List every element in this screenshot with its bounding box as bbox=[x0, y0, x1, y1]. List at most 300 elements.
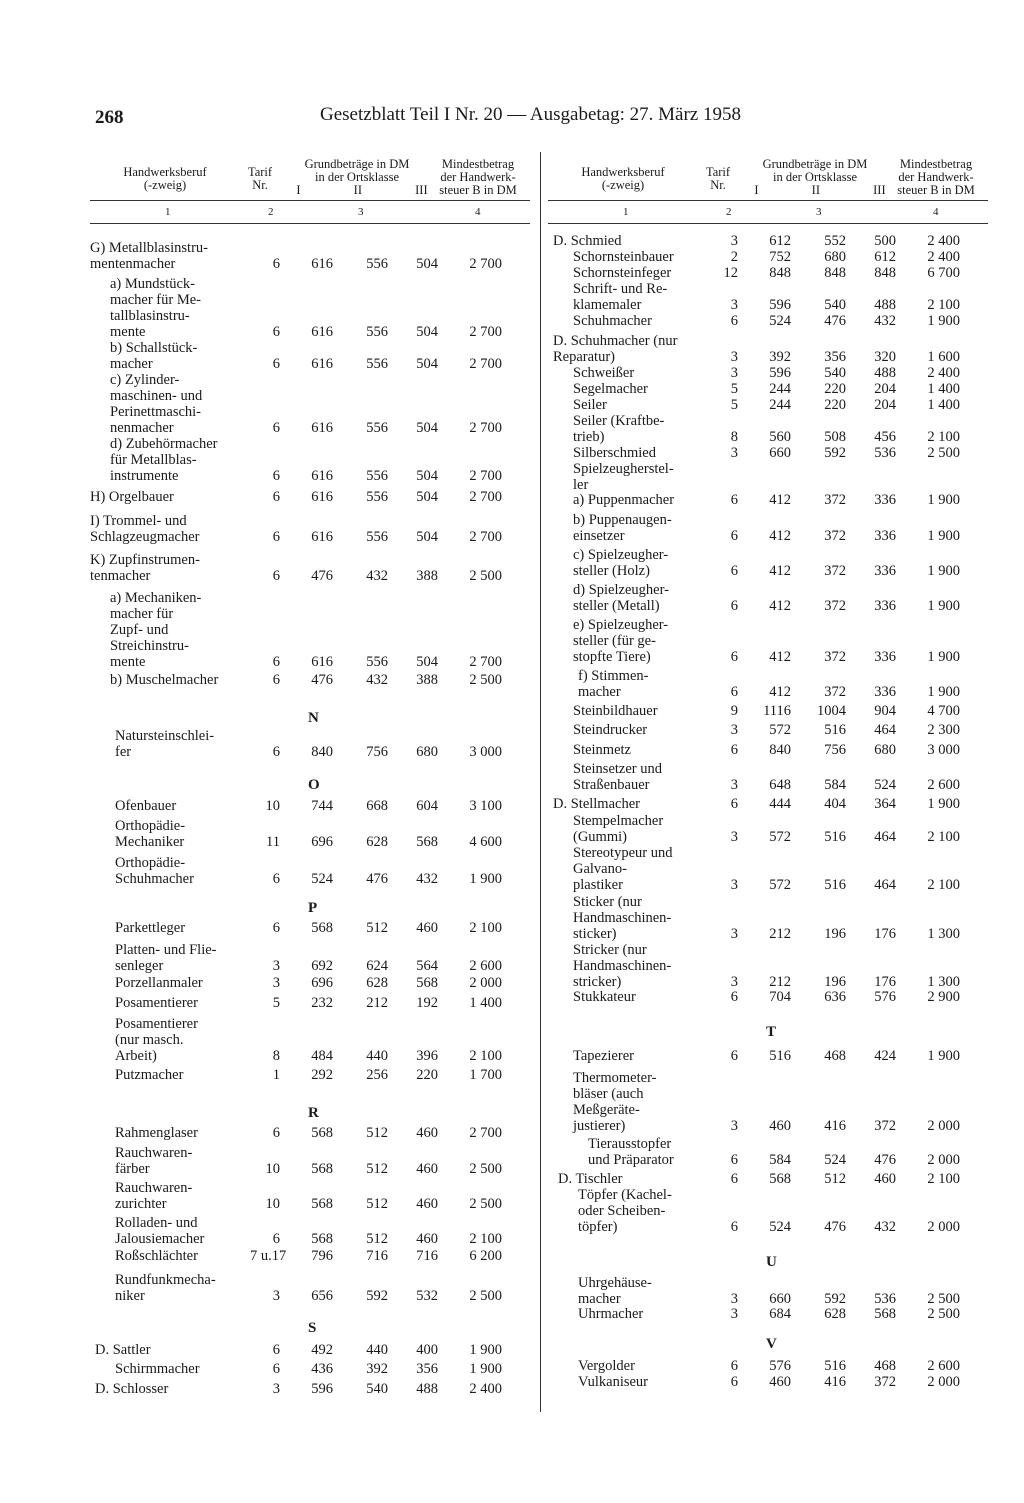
beruf-name: Parkettleger bbox=[115, 920, 186, 936]
betrag-iii: 576 bbox=[874, 989, 896, 1005]
tarif-nr: 6 bbox=[272, 654, 280, 670]
tarif-nr: 6 bbox=[730, 684, 738, 700]
betrag-i: 660 bbox=[769, 1291, 791, 1307]
betrag-iii: 336 bbox=[874, 649, 896, 665]
mindestbetrag: 1 900 bbox=[927, 563, 960, 579]
tarif-nr: 3 bbox=[730, 877, 738, 893]
betrag-i: 612 bbox=[769, 233, 791, 249]
mindestbetrag: 1 900 bbox=[927, 1048, 960, 1064]
mindestbetrag: 2 100 bbox=[469, 1048, 502, 1064]
beruf-name: Orthopädie- Mechaniker bbox=[115, 818, 186, 850]
table-row bbox=[90, 942, 530, 974]
betrag-i: 392 bbox=[769, 349, 791, 365]
beruf-name: Natursteinschlei- fer bbox=[115, 728, 215, 760]
mindestbetrag: 1 900 bbox=[927, 492, 960, 508]
betrag-iii: 460 bbox=[416, 1161, 438, 1177]
table-row bbox=[90, 1016, 530, 1064]
beruf-name: D. Schmied bbox=[553, 233, 622, 249]
beruf-name: f) Stimmen- macher bbox=[578, 668, 649, 700]
section-letter: T bbox=[766, 1024, 777, 1040]
mindestbetrag: 2 100 bbox=[927, 1171, 960, 1187]
table-row bbox=[90, 1125, 530, 1141]
betrag-iii: 488 bbox=[874, 297, 896, 313]
betrag-i: 616 bbox=[311, 489, 333, 505]
beruf-name: Rahmenglaser bbox=[115, 1125, 198, 1141]
beruf-name: Posamentierer (nur masch. Arbeit) bbox=[115, 1016, 198, 1064]
beruf-name: Schrift- und Re- klamemaler bbox=[573, 281, 668, 313]
mindestbetrag: 2 100 bbox=[469, 1231, 502, 1247]
beruf-name: c) Spielzeugher- steller (Holz) bbox=[573, 547, 669, 579]
betrag-iii: 460 bbox=[416, 1125, 438, 1141]
betrag-ii: 628 bbox=[366, 834, 388, 850]
section-letter: N bbox=[308, 710, 319, 726]
betrag-i: 244 bbox=[769, 381, 791, 397]
betrag-ii: 512 bbox=[366, 1196, 388, 1212]
betrag-ii: 220 bbox=[824, 397, 846, 413]
mindestbetrag: 2 000 bbox=[927, 1152, 960, 1168]
section-letter: P bbox=[308, 900, 318, 916]
column-number: 3 bbox=[816, 206, 822, 218]
table-row bbox=[548, 1358, 988, 1374]
betrag-i: 660 bbox=[769, 445, 791, 461]
table-row bbox=[90, 920, 530, 936]
tarif-nr: 6 bbox=[272, 489, 280, 505]
beruf-name: e) Spielzeugher- steller (für ge- stopfte Tiere) bbox=[573, 617, 669, 665]
tarif-nr: 6 bbox=[272, 1125, 280, 1141]
betrag-iii: 464 bbox=[874, 722, 896, 738]
beruf-name: Stereotypeur und Galvano- plastiker bbox=[573, 845, 673, 893]
table-row bbox=[90, 1361, 530, 1377]
betrag-ii: 440 bbox=[366, 1342, 388, 1358]
section-letter: U bbox=[766, 1254, 777, 1270]
mindestbetrag: 2 500 bbox=[469, 1161, 502, 1177]
betrag-iii: 504 bbox=[416, 529, 438, 545]
betrag-ii: 668 bbox=[366, 798, 388, 814]
beruf-name: H) Orgelbauer bbox=[90, 489, 174, 505]
table-row bbox=[548, 445, 988, 461]
betrag-iii: 500 bbox=[874, 233, 896, 249]
betrag-ii: 716 bbox=[366, 1248, 388, 1264]
beruf-name: a) Mundstück- macher für Me- tallblasinstru- mente bbox=[110, 276, 201, 340]
mindestbetrag: 1 900 bbox=[927, 528, 960, 544]
table-row bbox=[548, 845, 988, 893]
mindestbetrag: 2 500 bbox=[469, 568, 502, 584]
table-row bbox=[548, 1275, 988, 1307]
betrag-i: 412 bbox=[769, 649, 791, 665]
betrag-iii: 432 bbox=[874, 313, 896, 329]
betrag-ii: 556 bbox=[366, 420, 388, 436]
beruf-name: D. Sattler bbox=[95, 1342, 151, 1358]
table-row bbox=[548, 1187, 988, 1235]
table-row bbox=[548, 1048, 988, 1064]
betrag-iii: 536 bbox=[874, 1291, 896, 1307]
mindestbetrag: 1 400 bbox=[927, 397, 960, 413]
betrag-i: 232 bbox=[311, 995, 333, 1011]
table-row bbox=[548, 742, 988, 758]
mindestbetrag: 2 100 bbox=[927, 877, 960, 893]
mindestbetrag: 6 200 bbox=[469, 1248, 502, 1264]
betrag-iii: 388 bbox=[416, 672, 438, 688]
column-number: 4 bbox=[475, 206, 481, 218]
table-row bbox=[548, 617, 988, 665]
mindestbetrag: 1 600 bbox=[927, 349, 960, 365]
table-row bbox=[548, 668, 988, 700]
tarif-nr: 3 bbox=[730, 829, 738, 845]
tarif-nr: 6 bbox=[730, 598, 738, 614]
tarif-nr: 10 bbox=[265, 1161, 280, 1177]
beruf-name: I) Trommel- und Schlagzeugmacher bbox=[90, 513, 200, 545]
mindestbetrag: 1 900 bbox=[927, 649, 960, 665]
mindestbetrag: 2 500 bbox=[927, 445, 960, 461]
beruf-name: Steinmetz bbox=[573, 742, 631, 758]
betrag-ii: 220 bbox=[824, 381, 846, 397]
mindestbetrag: 2 500 bbox=[469, 1288, 502, 1304]
table-row bbox=[90, 436, 530, 484]
beruf-name: Seiler bbox=[573, 397, 607, 413]
tarif-nr: 6 bbox=[730, 1374, 738, 1390]
betrag-ii: 372 bbox=[824, 563, 846, 579]
table-row bbox=[548, 1306, 988, 1322]
mindestbetrag: 2 700 bbox=[469, 356, 502, 372]
betrag-ii: 512 bbox=[366, 1125, 388, 1141]
mindestbetrag: 2 700 bbox=[469, 468, 502, 484]
betrag-iii: 504 bbox=[416, 356, 438, 372]
betrag-ii: 628 bbox=[824, 1306, 846, 1322]
beruf-name: Tierausstopfer und Präparator bbox=[588, 1136, 674, 1168]
betrag-iii: 460 bbox=[874, 1171, 896, 1187]
header-grund: Grundbeträge in DM in der Ortsklasse bbox=[304, 157, 410, 184]
tarif-nr: 3 bbox=[272, 975, 280, 991]
betrag-iii: 904 bbox=[874, 703, 896, 719]
table-row bbox=[548, 265, 988, 281]
beruf-name: Stempelmacher (Gummi) bbox=[573, 813, 664, 845]
betrag-i: 1116 bbox=[763, 703, 791, 719]
betrag-ii: 556 bbox=[366, 256, 388, 272]
table-row bbox=[548, 281, 988, 313]
left-table bbox=[90, 152, 530, 1397]
beruf-name: D. Schlosser bbox=[95, 1381, 169, 1397]
betrag-ii: 524 bbox=[824, 1152, 846, 1168]
betrag-i: 840 bbox=[769, 742, 791, 758]
table-row bbox=[548, 1136, 988, 1168]
betrag-i: 412 bbox=[769, 492, 791, 508]
betrag-i: 524 bbox=[769, 1219, 791, 1235]
betrag-iii: 220 bbox=[416, 1067, 438, 1083]
betrag-iii: 848 bbox=[874, 265, 896, 281]
table-row bbox=[90, 489, 530, 505]
table-row bbox=[548, 989, 988, 1005]
betrag-ii: 372 bbox=[824, 492, 846, 508]
betrag-ii: 516 bbox=[824, 877, 846, 893]
betrag-iii: 372 bbox=[874, 1118, 896, 1134]
betrag-i: 568 bbox=[311, 1196, 333, 1212]
betrag-iii: 320 bbox=[874, 349, 896, 365]
betrag-ii: 512 bbox=[366, 920, 388, 936]
tarif-nr: 6 bbox=[730, 313, 738, 329]
mindestbetrag: 2 000 bbox=[927, 1118, 960, 1134]
tarif-nr: 10 bbox=[265, 798, 280, 814]
betrag-i: 568 bbox=[311, 1125, 333, 1141]
betrag-ii: 356 bbox=[824, 349, 846, 365]
betrag-i: 616 bbox=[311, 324, 333, 340]
betrag-i: 412 bbox=[769, 684, 791, 700]
betrag-i: 476 bbox=[311, 568, 333, 584]
mindestbetrag: 2 100 bbox=[927, 429, 960, 445]
mindestbetrag: 2 900 bbox=[927, 989, 960, 1005]
beruf-name: Schirmmacher bbox=[115, 1361, 200, 1377]
table-row bbox=[90, 513, 530, 545]
betrag-i: 684 bbox=[769, 1306, 791, 1322]
beruf-name: Rauchwaren- zurichter bbox=[115, 1180, 193, 1212]
beruf-name: Töpfer (Kachel- oder Scheiben- töpfer) bbox=[578, 1187, 672, 1235]
betrag-i: 568 bbox=[311, 1161, 333, 1177]
betrag-ii: 556 bbox=[366, 324, 388, 340]
mindestbetrag: 1 900 bbox=[927, 684, 960, 700]
beruf-name: Steinsetzer und Straßenbauer bbox=[573, 761, 662, 793]
tarif-nr: 5 bbox=[730, 397, 738, 413]
betrag-iii: 504 bbox=[416, 256, 438, 272]
tarif-nr: 3 bbox=[272, 958, 280, 974]
mindestbetrag: 1 900 bbox=[469, 1361, 502, 1377]
tarif-nr: 1 bbox=[272, 1067, 280, 1083]
beruf-name: D. Stellmacher bbox=[553, 796, 640, 812]
betrag-i: 412 bbox=[769, 563, 791, 579]
mindestbetrag: 2 600 bbox=[469, 958, 502, 974]
betrag-iii: 204 bbox=[874, 397, 896, 413]
betrag-i: 524 bbox=[311, 871, 333, 887]
beruf-name: Putzmacher bbox=[115, 1067, 184, 1083]
betrag-ii: 1004 bbox=[817, 703, 846, 719]
betrag-iii: 460 bbox=[416, 920, 438, 936]
betrag-ii: 432 bbox=[366, 568, 388, 584]
tarif-nr: 8 bbox=[730, 429, 738, 445]
mindestbetrag: 2 700 bbox=[469, 529, 502, 545]
mindestbetrag: 2 000 bbox=[469, 975, 502, 991]
betrag-iii: 604 bbox=[416, 798, 438, 814]
tarif-nr: 3 bbox=[730, 777, 738, 793]
betrag-i: 704 bbox=[769, 989, 791, 1005]
mindestbetrag: 1 900 bbox=[927, 313, 960, 329]
column-number: 2 bbox=[268, 206, 274, 218]
table-row bbox=[90, 798, 530, 814]
beruf-name: Sticker (nur Handmaschinen- sticker) bbox=[573, 894, 672, 942]
betrag-ii: 372 bbox=[824, 684, 846, 700]
betrag-iii: 504 bbox=[416, 420, 438, 436]
betrag-i: 492 bbox=[311, 1342, 333, 1358]
betrag-iii: 424 bbox=[874, 1048, 896, 1064]
mindestbetrag: 1 900 bbox=[927, 796, 960, 812]
tarif-nr: 3 bbox=[272, 1381, 280, 1397]
betrag-i: 572 bbox=[769, 877, 791, 893]
mindestbetrag: 1 900 bbox=[469, 871, 502, 887]
mindestbetrag: 2 100 bbox=[927, 829, 960, 845]
tarif-nr: 6 bbox=[730, 1152, 738, 1168]
mindestbetrag: 2 700 bbox=[469, 256, 502, 272]
column-numbers bbox=[548, 200, 988, 224]
beruf-name: Vulkaniseur bbox=[578, 1374, 649, 1390]
tarif-nr: 6 bbox=[272, 568, 280, 584]
mindestbetrag: 2 500 bbox=[927, 1306, 960, 1322]
section-letter: O bbox=[308, 777, 320, 793]
table-row bbox=[90, 1248, 530, 1264]
betrag-i: 576 bbox=[769, 1358, 791, 1374]
table-row bbox=[90, 818, 530, 850]
table-row bbox=[90, 240, 530, 272]
beruf-name: Steindrucker bbox=[573, 722, 648, 738]
mindestbetrag: 2 700 bbox=[469, 420, 502, 436]
betrag-i: 616 bbox=[311, 468, 333, 484]
betrag-ii: 416 bbox=[824, 1118, 846, 1134]
betrag-i: 656 bbox=[311, 1288, 333, 1304]
betrag-ii: 508 bbox=[824, 429, 846, 445]
mindestbetrag: 1 400 bbox=[469, 995, 502, 1011]
mindestbetrag: 2 500 bbox=[469, 1196, 502, 1212]
betrag-iii: 536 bbox=[874, 445, 896, 461]
mindestbetrag: 2 600 bbox=[927, 1358, 960, 1374]
mindestbetrag: 2 400 bbox=[469, 1381, 502, 1397]
mindestbetrag: 2 700 bbox=[469, 654, 502, 670]
table-row bbox=[90, 372, 530, 436]
beruf-name: Schornsteinfeger bbox=[573, 265, 672, 281]
betrag-i: 568 bbox=[769, 1171, 791, 1187]
tarif-nr: 6 bbox=[730, 1358, 738, 1374]
table-row bbox=[548, 761, 988, 793]
betrag-i: 292 bbox=[311, 1067, 333, 1083]
table-row bbox=[90, 1180, 530, 1212]
table-row bbox=[90, 672, 530, 688]
column-number: 1 bbox=[623, 206, 629, 218]
betrag-iii: 568 bbox=[874, 1306, 896, 1322]
header-beruf: Handwerksberuf (-zweig) bbox=[581, 165, 665, 192]
betrag-iii: 612 bbox=[874, 249, 896, 265]
mindestbetrag: 2 500 bbox=[927, 1291, 960, 1307]
beruf-name: Vergolder bbox=[578, 1358, 635, 1374]
betrag-iii: 388 bbox=[416, 568, 438, 584]
betrag-ii: 404 bbox=[824, 796, 846, 812]
betrag-ii: 592 bbox=[366, 1288, 388, 1304]
betrag-ii: 556 bbox=[366, 468, 388, 484]
betrag-i: 616 bbox=[311, 654, 333, 670]
betrag-i: 616 bbox=[311, 529, 333, 545]
betrag-ii: 516 bbox=[824, 829, 846, 845]
betrag-iii: 464 bbox=[874, 877, 896, 893]
beruf-name: Rolladen- und Jalousiemacher bbox=[115, 1215, 205, 1247]
table-row bbox=[90, 340, 530, 372]
beruf-name: Spielzeugherstel- ler bbox=[573, 461, 674, 493]
page-header: Gesetzblatt Teil I Nr. 20 — Ausgabetag: 27. März 1958 bbox=[320, 104, 741, 125]
betrag-i: 696 bbox=[311, 834, 333, 850]
tarif-nr: 6 bbox=[730, 528, 738, 544]
tarif-nr: 3 bbox=[730, 297, 738, 313]
beruf-name: D. Schuhmacher (nur Reparatur) bbox=[553, 333, 678, 365]
table-row bbox=[548, 461, 988, 493]
betrag-iii: 564 bbox=[416, 958, 438, 974]
tarif-nr: 6 bbox=[730, 1219, 738, 1235]
table-row bbox=[90, 995, 530, 1011]
table-row bbox=[548, 1070, 988, 1134]
table-row bbox=[548, 397, 988, 413]
table-row bbox=[90, 975, 530, 991]
betrag-iii: 336 bbox=[874, 563, 896, 579]
betrag-ii: 512 bbox=[366, 1161, 388, 1177]
betrag-i: 648 bbox=[769, 777, 791, 793]
column-number: 2 bbox=[726, 206, 732, 218]
betrag-iii: 192 bbox=[416, 995, 438, 1011]
betrag-ii: 540 bbox=[366, 1381, 388, 1397]
table-row bbox=[548, 894, 988, 942]
betrag-ii: 372 bbox=[824, 598, 846, 614]
beruf-name: Tapezierer bbox=[573, 1048, 634, 1064]
mindestbetrag: 2 700 bbox=[469, 1125, 502, 1141]
tarif-nr: 12 bbox=[723, 265, 738, 281]
betrag-iii: 460 bbox=[416, 1231, 438, 1247]
table-row bbox=[90, 1215, 530, 1247]
tarif-nr: 3 bbox=[730, 1291, 738, 1307]
betrag-i: 212 bbox=[769, 974, 791, 990]
table-row bbox=[548, 413, 988, 445]
betrag-iii: 460 bbox=[416, 1196, 438, 1212]
beruf-name: Platten- und Flie- senleger bbox=[115, 942, 217, 974]
tarif-nr: 6 bbox=[272, 256, 280, 272]
mindestbetrag: 2 700 bbox=[469, 324, 502, 340]
betrag-ii: 680 bbox=[824, 249, 846, 265]
table-row bbox=[548, 365, 988, 381]
table-row bbox=[548, 722, 988, 738]
betrag-ii: 476 bbox=[824, 1219, 846, 1235]
table-row bbox=[548, 313, 988, 329]
column-number: 4 bbox=[933, 206, 939, 218]
mindestbetrag: 2 400 bbox=[927, 233, 960, 249]
table-row bbox=[90, 1145, 530, 1177]
betrag-iii: 336 bbox=[874, 684, 896, 700]
betrag-ii: 372 bbox=[824, 649, 846, 665]
table-row bbox=[548, 703, 988, 719]
beruf-name: Schweißer bbox=[573, 365, 635, 381]
betrag-ii: 552 bbox=[824, 233, 846, 249]
table-header bbox=[90, 152, 530, 200]
betrag-iii: 176 bbox=[874, 974, 896, 990]
beruf-name: D. Tischler bbox=[558, 1171, 623, 1187]
betrag-ii: 556 bbox=[366, 489, 388, 505]
tarif-nr: 8 bbox=[272, 1048, 280, 1064]
betrag-ii: 512 bbox=[824, 1171, 846, 1187]
beruf-name: Ofenbauer bbox=[115, 798, 177, 814]
beruf-name: d) Zubehörmacher für Metallblas- instrumente bbox=[110, 436, 218, 484]
beruf-name: Roßschlächter bbox=[115, 1248, 198, 1264]
table-row bbox=[548, 492, 988, 508]
tarif-nr: 6 bbox=[730, 649, 738, 665]
table-row bbox=[548, 1171, 988, 1187]
mindestbetrag: 2 000 bbox=[927, 1374, 960, 1390]
beruf-name: Posamentierer bbox=[115, 995, 198, 1011]
betrag-i: 244 bbox=[769, 397, 791, 413]
betrag-iii: 532 bbox=[416, 1288, 438, 1304]
tarif-nr: 6 bbox=[272, 324, 280, 340]
mindestbetrag: 6 700 bbox=[927, 265, 960, 281]
section-letter: R bbox=[308, 1105, 319, 1121]
mindestbetrag: 1 900 bbox=[927, 598, 960, 614]
betrag-ii: 556 bbox=[366, 529, 388, 545]
mindestbetrag: 2 500 bbox=[469, 672, 502, 688]
tarif-nr: 10 bbox=[265, 1196, 280, 1212]
beruf-name: b) Puppenaugen- einsetzer bbox=[573, 512, 672, 544]
mindestbetrag: 4 600 bbox=[469, 834, 502, 850]
header-mindest: Mindestbetrag der Handwerk- steuer B in DM bbox=[897, 157, 975, 197]
betrag-i: 572 bbox=[769, 722, 791, 738]
tarif-nr: 9 bbox=[730, 703, 738, 719]
betrag-i: 616 bbox=[311, 420, 333, 436]
beruf-name: Schuhmacher bbox=[573, 313, 652, 329]
